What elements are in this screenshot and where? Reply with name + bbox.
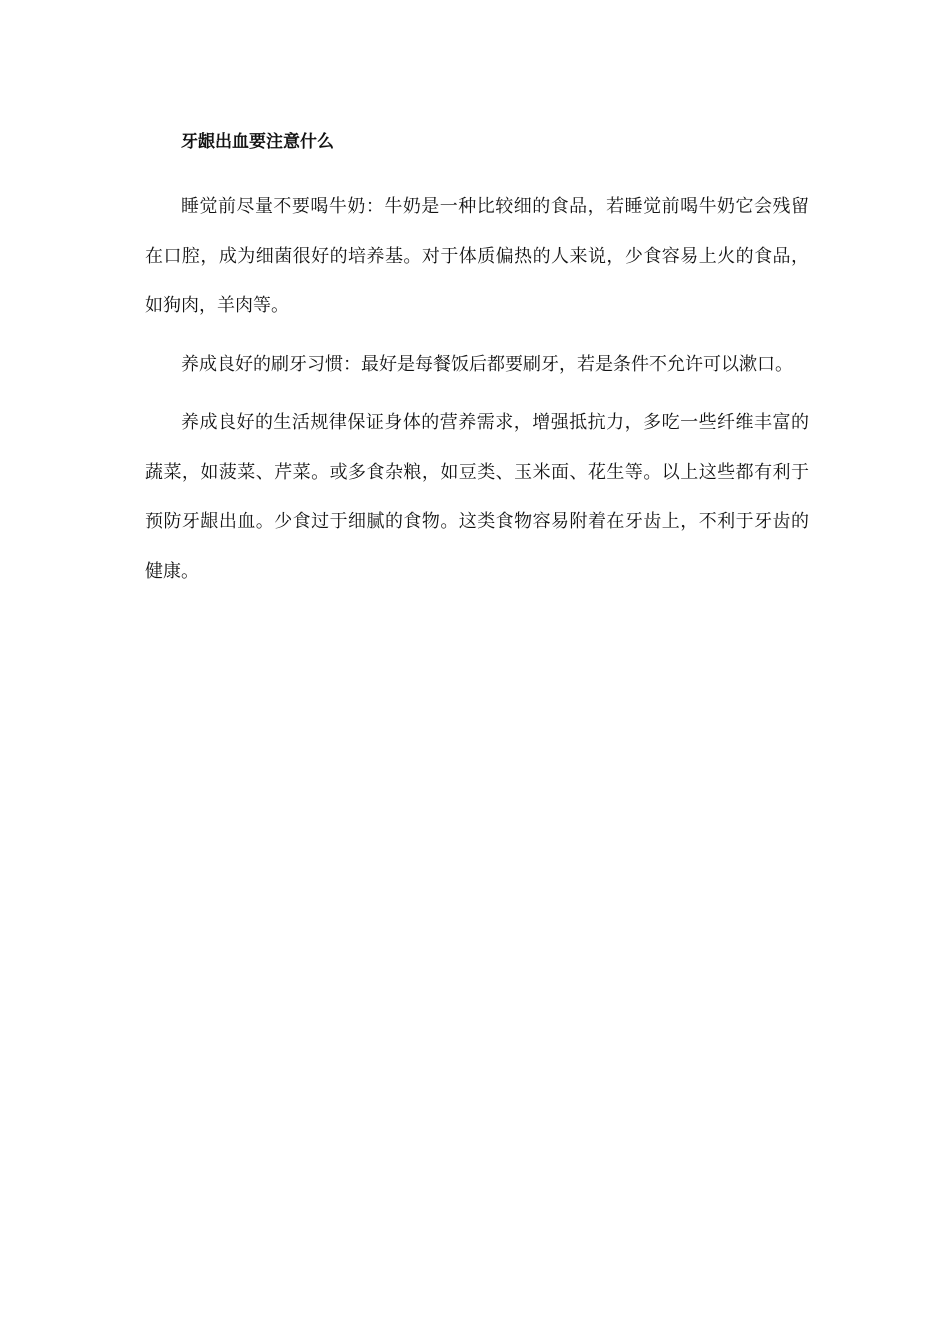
paragraph-brushing-habit: 养成良好的刷牙习惯：最好是每餐饭后都要刷牙，若是条件不允许可以漱口。: [181, 353, 793, 375]
paragraph-diet-lifestyle: 养成良好的生活规律保证身体的营养需求，增强抵抗力，多吃一些纤维丰富的蔬菜，如菠菜、芹菜。或多食杂粮，如豆类、玉米面、花生等。以上这些都有利于预防牙龈出血。少食过于细腻的食物。这类食物容易附着在牙齿上，不利于牙齿的健康。: [145, 412, 809, 582]
document-title: 牙龈出血要注意什么: [181, 132, 334, 152]
paragraph-bedtime-milk: 睡觉前尽量不要喝牛奶：牛奶是一种比较细的食品，若睡觉前喝牛奶它会残留在口腔，成为细菌很好的培养基。对于体质偏热的人来说，少食容易上火的食品，如狗肉，羊肉等。: [145, 196, 809, 316]
document-body: [145, 122, 809, 605]
